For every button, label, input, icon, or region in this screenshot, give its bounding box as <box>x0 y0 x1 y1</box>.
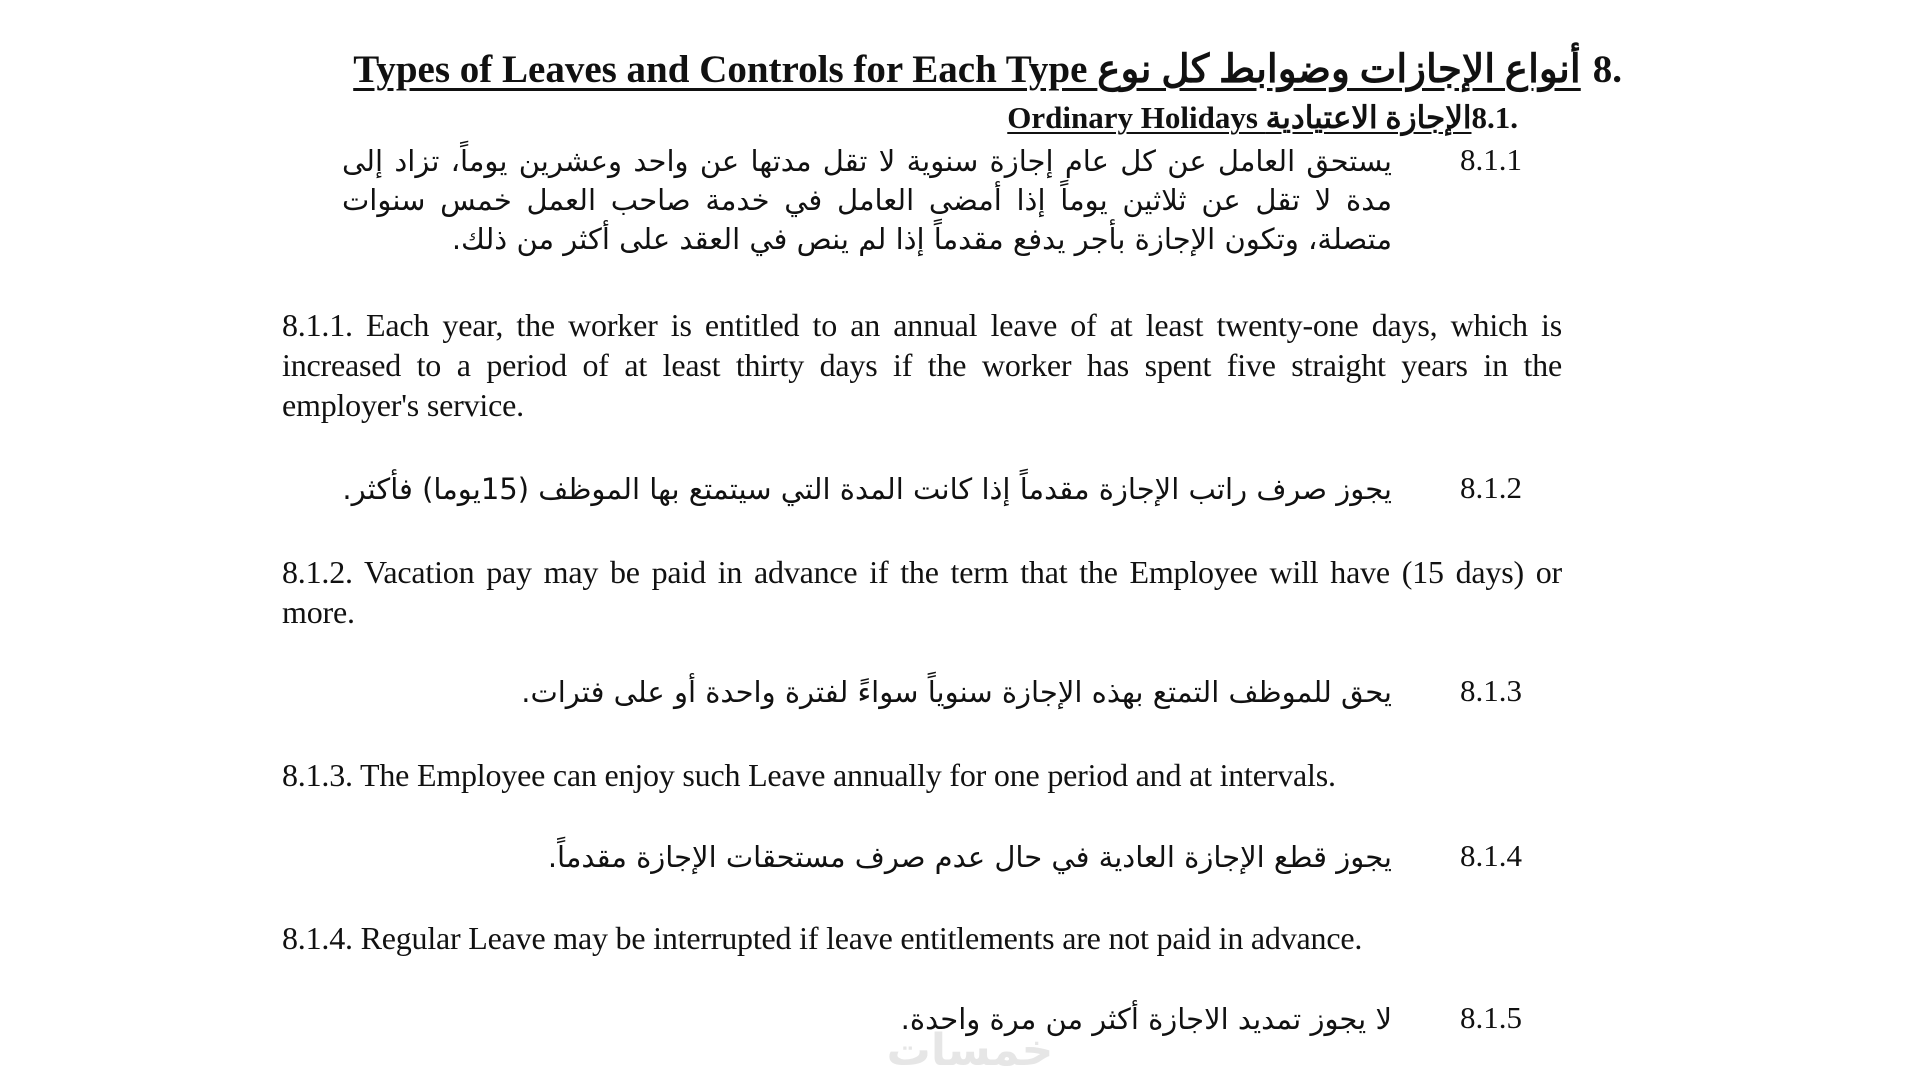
clause-english: 8.1.3. The Employee can enjoy such Leave annually for one period and at intervals. <box>282 757 1336 793</box>
section-number: 8. <box>1592 47 1622 91</box>
watermark-logo: خمسات <box>886 1024 1054 1076</box>
clause-arabic-text: لا يجوز تمديد الاجازة أكثر من مرة واحدة. <box>900 1002 1392 1036</box>
clause-english: 8.1.4. Regular Leave may be interrupted if leave entitlements are not paid in advance. <box>282 920 1363 956</box>
clause-arabic-text: يجوز قطع الإجازة العادية في حال عدم صرف مستحقات الإجازة مقدماً. <box>547 840 1392 874</box>
clause-number: 8.1.4 <box>1460 838 1522 873</box>
subsection-number: 8.1. <box>1471 100 1518 135</box>
section-title: Types of Leaves and Controls for Each Type أنواع الإجازات وضوابط كل نوع <box>353 47 1581 91</box>
section-heading <box>282 46 1622 92</box>
clause-arabic-text: يحق للموظف التمتع بهذه الإجازة سنوياً سواءً لفترة واحدة أو على فترات. <box>521 675 1392 709</box>
clause-number: 8.1.1 <box>1460 142 1522 177</box>
subsection-title: Ordinary Holidays الإجازة الاعتيادية <box>1007 100 1472 135</box>
clause-arabic <box>282 142 1522 262</box>
clause-arabic-text: يستحق العامل عن كل عام إجازة سنوية لا تقل مدتها عن واحد وعشرين يوماً، تزاد إلى مدة لا تقل عن ثلاثين يوماً إذا أمضى العامل في خدمة صاحب العمل خمس سنوات متصلة، وتكون الإجازة بأجر يدفع مقدماً إذا لم ينص في العقد على أكثر من ذلك. <box>342 144 1392 256</box>
clause-number: 8.1.2 <box>1460 470 1522 505</box>
clause-arabic <box>282 838 1522 882</box>
clause-english: 8.1.1. Each year, the worker is entitled to an annual leave of at least twenty-one days, which is increased to a period of at least thirty days if the worker has spent five straight years in the employer's service. <box>282 307 1562 423</box>
clause-english: 8.1.2. Vacation pay may be paid in advance if the term that the Employee will have (15 days) or more. <box>282 554 1562 630</box>
clause-number: 8.1.3 <box>1460 673 1522 708</box>
clause-arabic <box>282 470 1522 514</box>
clause-arabic-text: يجوز صرف راتب الإجازة مقدماً إذا كانت المدة التي سيتمتع بها الموظف (15يوما) فأكثر. <box>342 472 1392 506</box>
clause-arabic <box>282 673 1522 717</box>
subsection-heading <box>920 100 1518 136</box>
clause-arabic <box>282 1000 1522 1044</box>
clause-number: 8.1.5 <box>1460 1000 1522 1035</box>
